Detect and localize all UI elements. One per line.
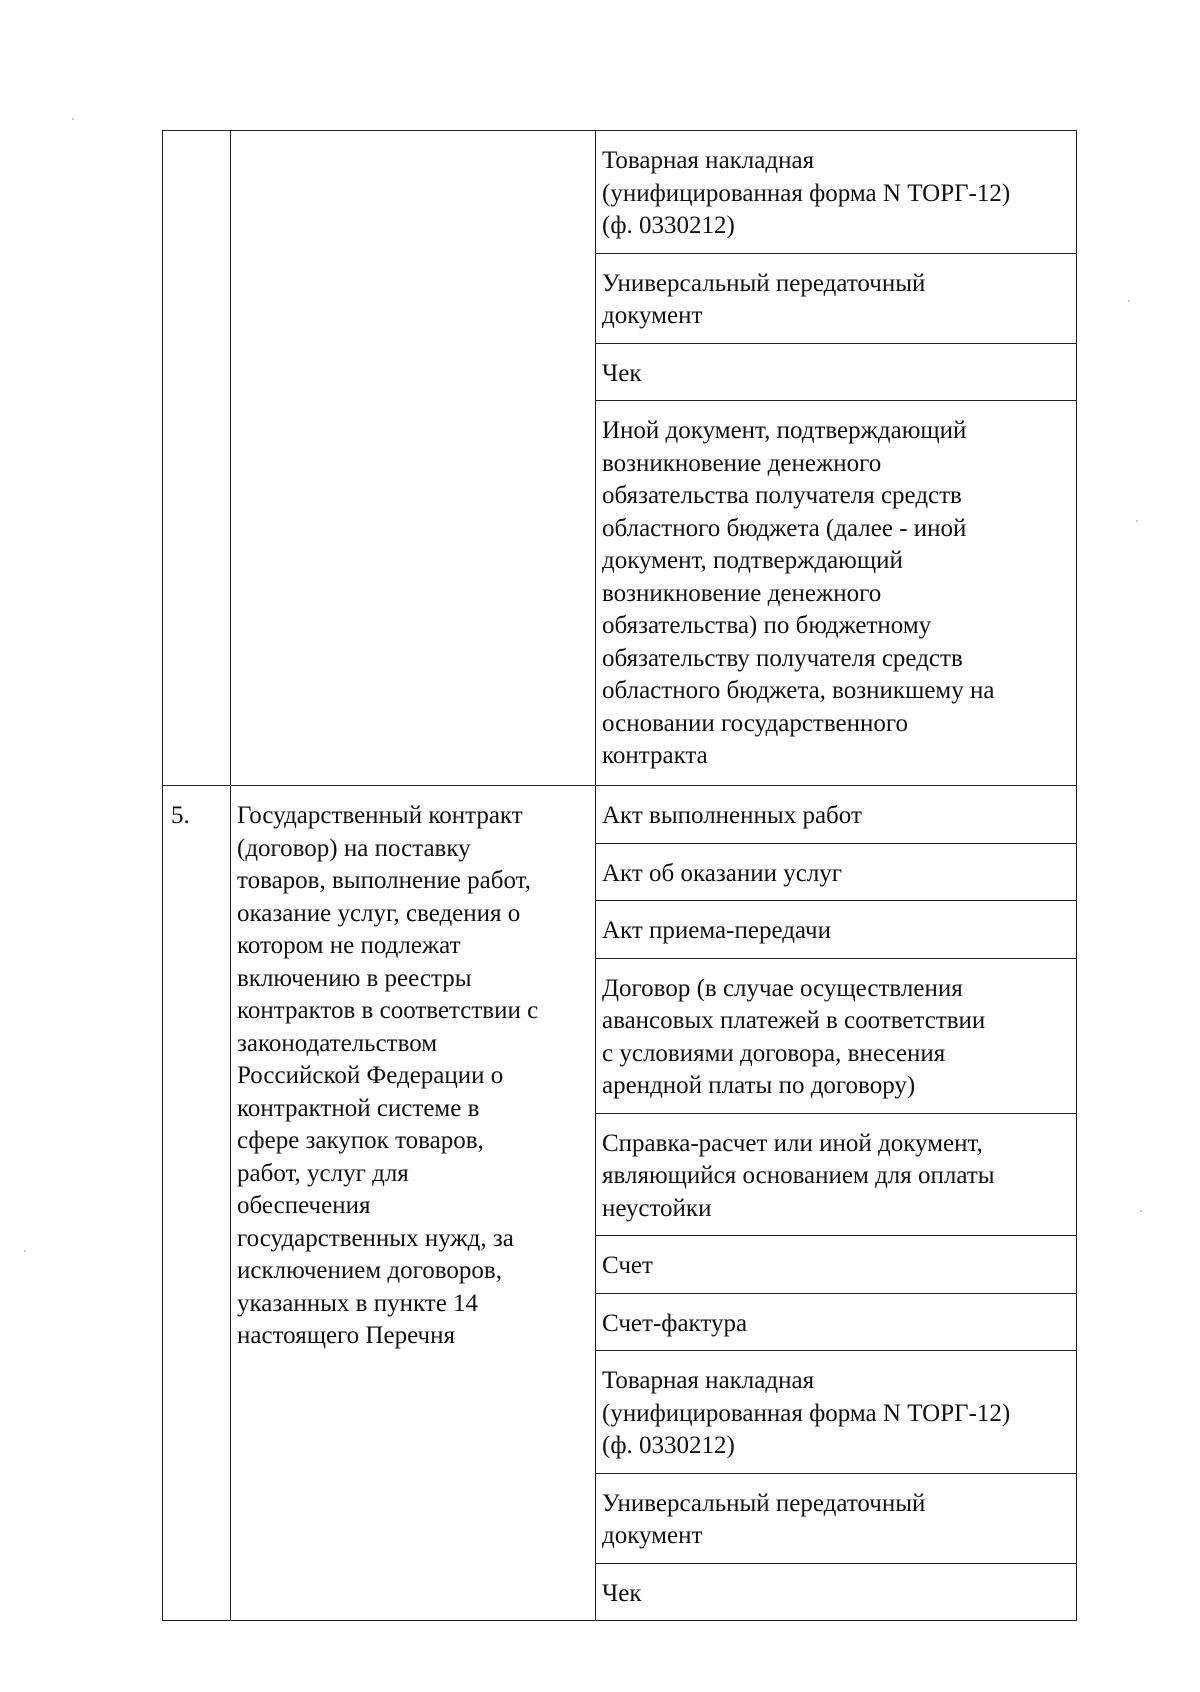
document-name: Чек — [602, 359, 642, 387]
scan-speck — [24, 1250, 26, 1252]
table-row — [163, 786, 1077, 844]
document-name: Договор (в случае осуществления авансовых платежей в соответствии с условиями договора, внесения арендной платы по договору) — [602, 974, 986, 1099]
scan-speck — [1136, 520, 1138, 522]
item-description — [231, 131, 595, 155]
document-cell — [596, 401, 1077, 786]
document-name: Товарная накладная (унифицированная форма N ТОРГ-12) (ф. 0330212) — [602, 147, 1011, 239]
document-name: Акт приема-передачи — [602, 917, 831, 944]
item-description-cell — [231, 786, 596, 1621]
document-cell — [596, 1293, 1077, 1351]
item-description-cell — [231, 131, 596, 786]
document-cell — [596, 786, 1077, 844]
document-cell — [596, 1563, 1077, 1621]
document-name: Акт выполненных работ — [602, 802, 862, 829]
document-cell — [596, 843, 1077, 901]
scan-speck — [1128, 300, 1130, 302]
document-cell — [596, 1236, 1077, 1294]
item-number-cell — [163, 131, 231, 786]
item-number: 5. — [171, 802, 190, 829]
item-number — [163, 131, 230, 155]
document-cell — [596, 131, 1077, 254]
document-cell — [596, 1113, 1077, 1236]
scan-speck — [1140, 1210, 1142, 1212]
table-row — [163, 131, 1077, 254]
document-name: Чек — [602, 1579, 642, 1607]
document-cell — [596, 343, 1077, 401]
document-cell — [596, 1473, 1077, 1563]
documents-table — [162, 130, 1077, 1621]
document-name: Товарная накладная (унифицированная форма N ТОРГ-12) (ф. 0330212) — [602, 1367, 1011, 1459]
item-description: Государственный контракт (договор) на поставку товаров, выполнение работ, оказание услуг, сведения о котором не подлежат включению в реестры контрактов в соответствии с законодательством Российской Федерации о контрактной системе в сфере закупок товаров, работ, услуг для обеспечения государственных нужд, за исключением договоров, указанных в пункте 14 настоящего Перечня — [237, 802, 539, 1349]
document-name: Счет — [602, 1252, 653, 1279]
scan-speck — [72, 118, 74, 120]
document-cell — [596, 901, 1077, 959]
document-name: Универсальный передаточный документ — [602, 269, 926, 329]
document-name: Справка-расчет или иной документ, являющийся основанием для оплаты неустойки — [602, 1129, 995, 1222]
document-name: Счет-фактура — [602, 1309, 748, 1337]
document-cell — [596, 253, 1077, 343]
item-number-cell — [163, 786, 231, 1621]
document-name: Иной документ, подтверждающий возникновение денежного обязательства получателя средств областного бюджета (далее - иной документ, подтверждающий возникновение денежного обязательства) по бюджетному обязательству получателя средств областного бюджета, возникшему на основании государственного контракта — [602, 417, 995, 769]
document-name: Универсальный передаточный документ — [602, 1489, 926, 1549]
document-cell — [596, 1351, 1077, 1474]
document-name: Акт об оказании услуг — [602, 859, 843, 887]
document-cell — [596, 958, 1077, 1113]
